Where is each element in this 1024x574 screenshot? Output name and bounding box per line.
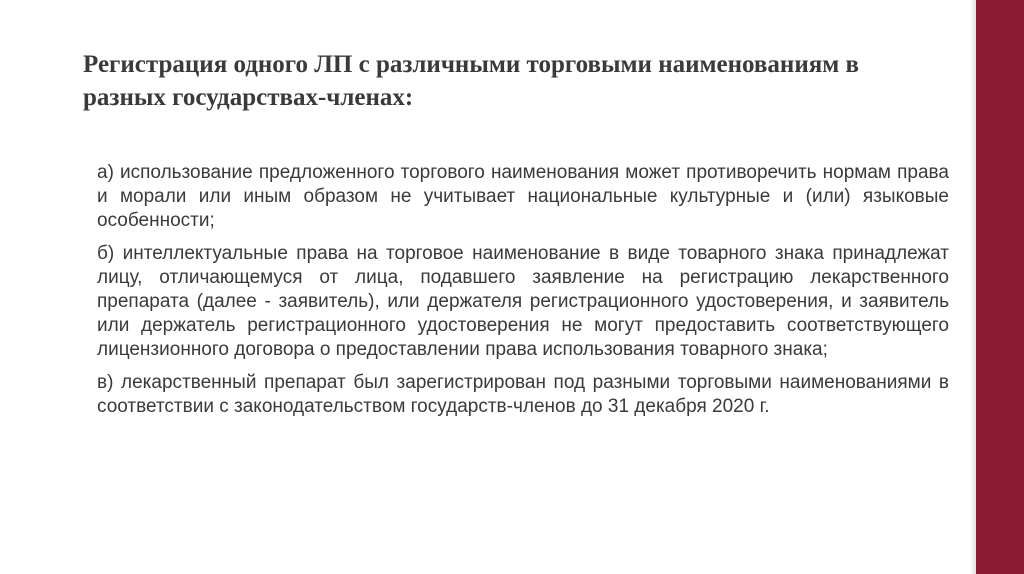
paragraph-c: в) лекарственный препарат был зарегистрирован под разными торговыми наименованиями в соответствии с законодательством государств-членов до 31 декабря 2020 г. [97,372,949,417]
slide-body [97,161,949,428]
paragraph-b: б) интеллектуальные права на торговое наименование в виде товарного знака принадлежат лицу, отличающемуся от лица, подавшего заявление на регистрацию лекарственного препарата (далее - заявитель), или держателя регистрационного удостоверения, и заявитель или держатель регистрационного удостоверения не могут предоставить соответствующего лицензионного договора о предоставлении права использования товарного знака; [97,243,949,360]
accent-bar [976,0,1024,574]
slide-title: Регистрация одного ЛП с различными торговыми наименованиям в разных государствах-членах: [83,51,860,111]
paragraph-a: а) использование предложенного торгового наименования может противоречить нормам права и морали или иным образом не учитывает национальные культурные и (или) языковые особенности; [97,162,949,231]
